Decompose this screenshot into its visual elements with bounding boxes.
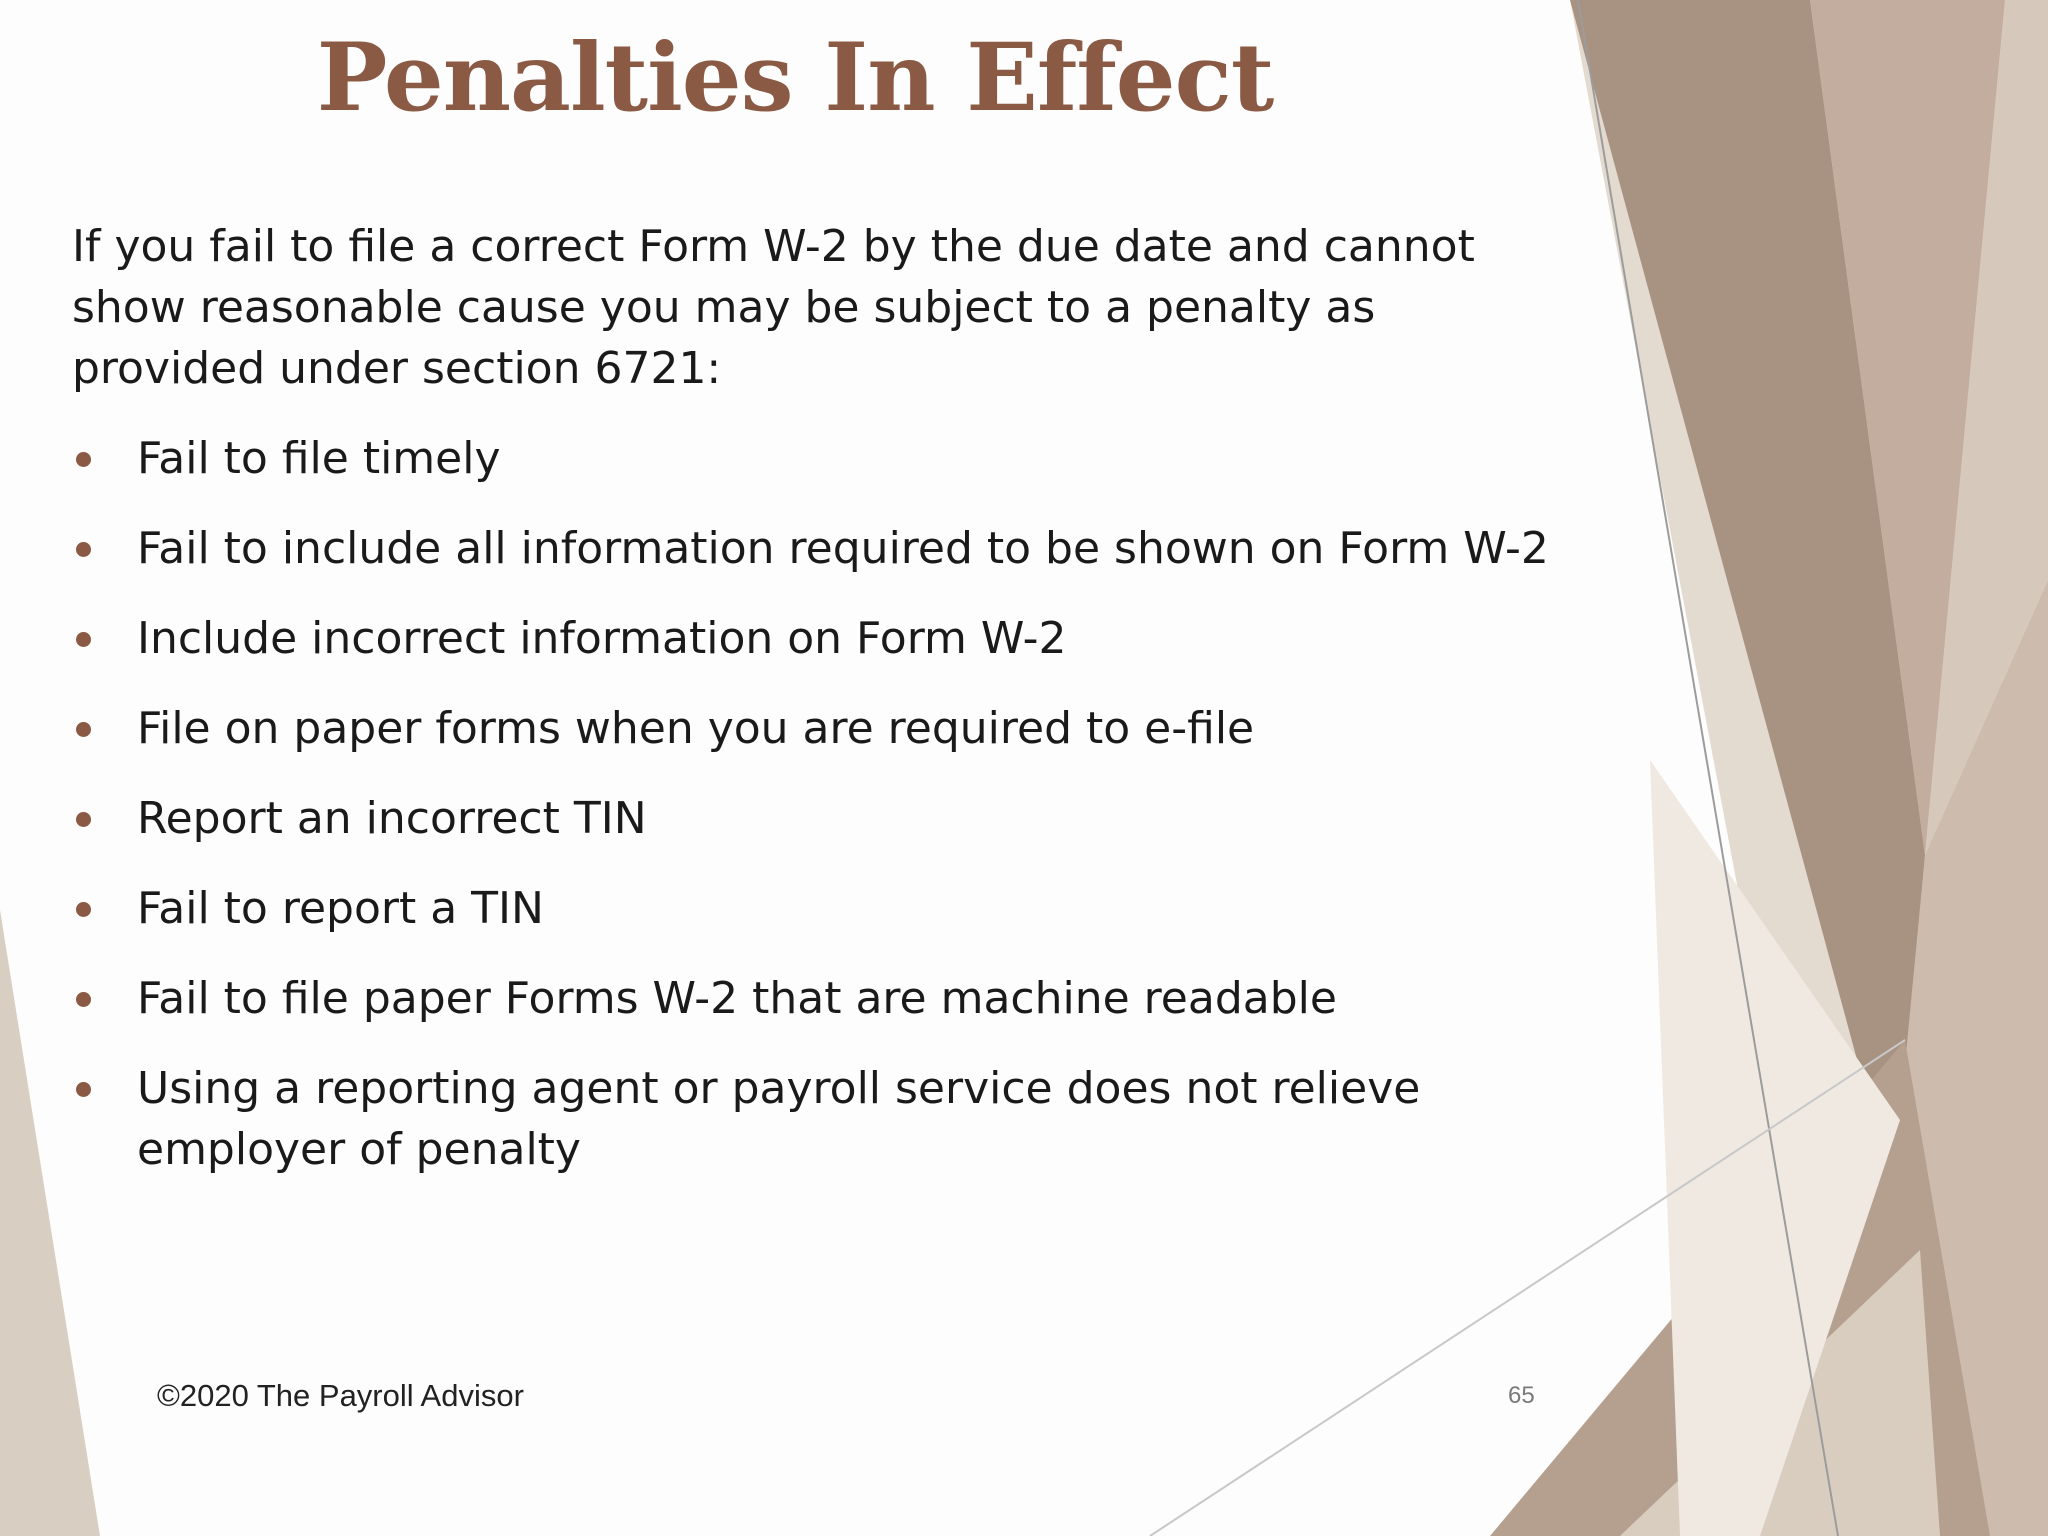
bullet-dot-icon bbox=[76, 452, 91, 467]
bullet-text: Fail to report a TIN bbox=[137, 883, 544, 934]
intro-paragraph: If you fail to file a correct Form W-2 by the due date and cannot show reasonable cause you may be subject to a penalty as provided under section 6721: bbox=[72, 221, 1475, 394]
bullet-dot-icon bbox=[76, 722, 91, 737]
bullet-text: Using a reporting agent or payroll service does not relieve employer of penalty bbox=[137, 1063, 1421, 1175]
bullet-text: Fail to include all information required to be shown on Form W-2 bbox=[137, 523, 1549, 574]
bullet-list bbox=[72, 428, 1572, 1209]
footer-copyright: ©2020 The Payroll Advisor bbox=[157, 1378, 524, 1413]
bullet-dot-icon bbox=[76, 812, 91, 827]
bullet-item bbox=[72, 968, 1572, 1029]
bullet-dot-icon bbox=[76, 992, 91, 1007]
bullet-text: Fail to file timely bbox=[137, 433, 501, 484]
bullet-text: Fail to file paper Forms W-2 that are machine readable bbox=[137, 973, 1337, 1024]
bullet-dot-icon bbox=[76, 902, 91, 917]
bullet-dot-icon bbox=[76, 1082, 91, 1097]
page-number: 65 bbox=[1508, 1382, 1535, 1409]
bullet-item bbox=[72, 428, 1572, 489]
bullet-dot-icon bbox=[76, 632, 91, 647]
bullet-item bbox=[72, 698, 1572, 759]
bullet-item bbox=[72, 878, 1572, 939]
bullet-text: Report an incorrect TIN bbox=[137, 793, 647, 844]
bullet-item bbox=[72, 1058, 1572, 1180]
bullet-item bbox=[72, 608, 1572, 669]
bullet-dot-icon bbox=[76, 542, 91, 557]
slide-title: Penalties In Effect bbox=[316, 23, 1274, 133]
bullet-text: File on paper forms when you are required to e-file bbox=[137, 703, 1255, 754]
bullet-text: Include incorrect information on Form W-2 bbox=[137, 613, 1067, 664]
bullet-item bbox=[72, 518, 1572, 579]
bullet-item bbox=[72, 788, 1572, 849]
